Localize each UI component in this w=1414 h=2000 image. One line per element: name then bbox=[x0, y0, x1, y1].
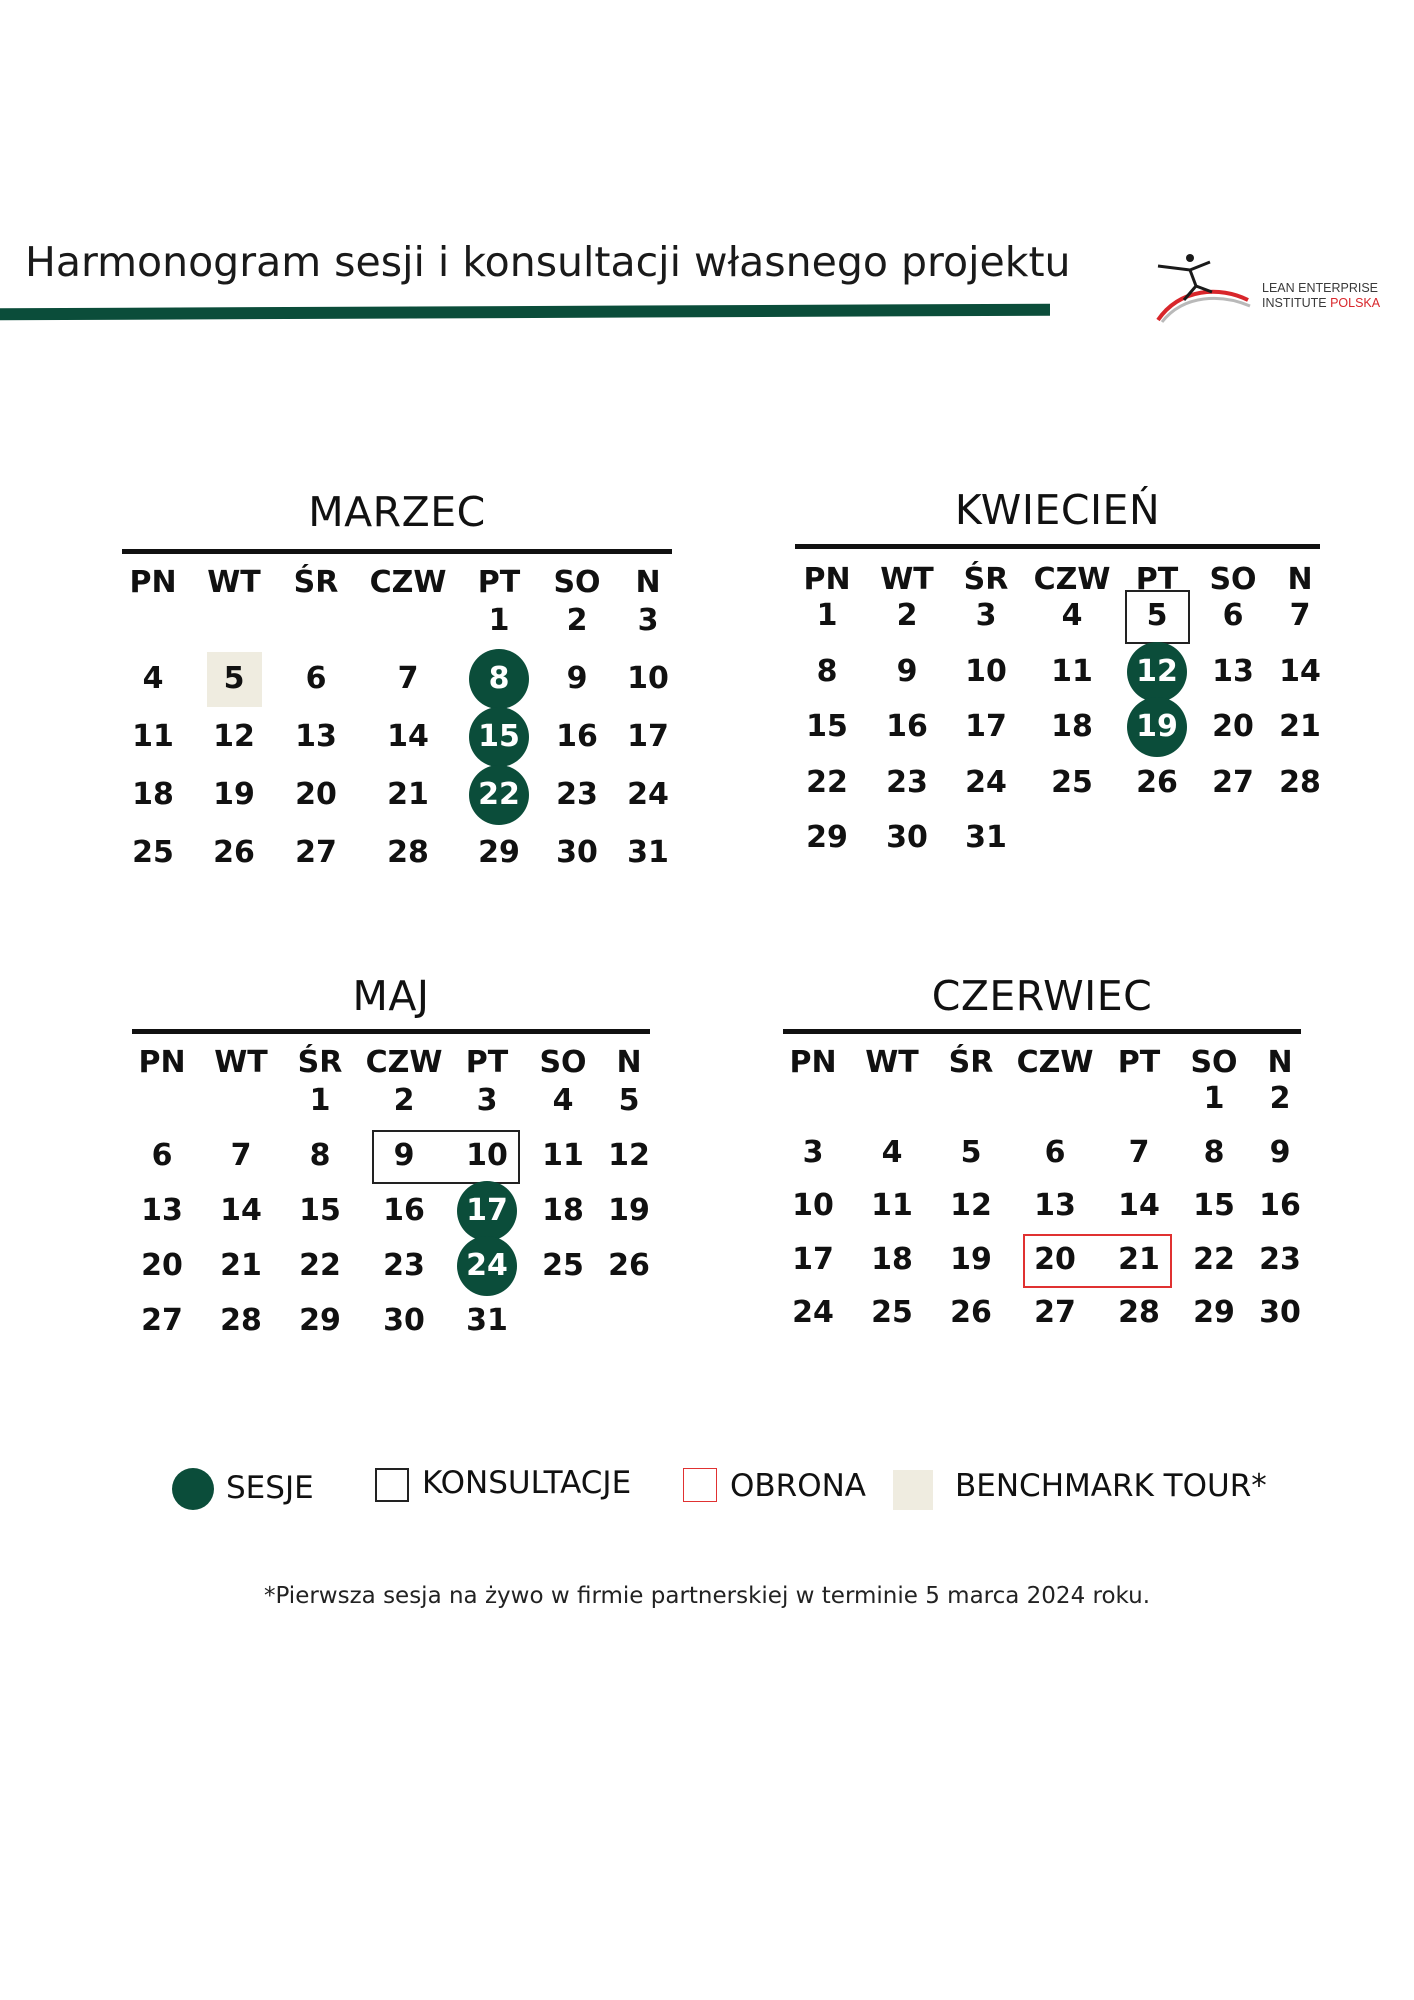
day-number: 26 bbox=[213, 835, 255, 870]
day-number: 22 bbox=[1193, 1241, 1235, 1277]
month-rule-czerwiec bbox=[783, 1029, 1301, 1034]
day-number: 9 bbox=[566, 661, 588, 696]
day-number: 17 bbox=[965, 709, 1007, 744]
day-number: 1 bbox=[1203, 1081, 1225, 1116]
legend-benchmark-label: BENCHMARK TOUR* bbox=[955, 1468, 1267, 1504]
day-number: 23 bbox=[886, 764, 928, 800]
day-number: 17 bbox=[792, 1241, 834, 1277]
day-number: 31 bbox=[627, 835, 669, 870]
day-number: 18 bbox=[871, 1241, 913, 1277]
day-number: 31 bbox=[466, 1303, 508, 1338]
day-number: 26 bbox=[1136, 764, 1178, 800]
weekday-label: PT bbox=[1135, 562, 1179, 597]
weekday-label: WT bbox=[880, 562, 934, 597]
day-number: 3 bbox=[476, 1083, 498, 1118]
day-number: 11 bbox=[1051, 653, 1093, 689]
weekday-label: SO bbox=[553, 565, 601, 600]
day-number: 21 bbox=[220, 1248, 262, 1283]
day-number: 29 bbox=[478, 835, 520, 870]
day-number: 16 bbox=[556, 719, 598, 754]
day-number: 11 bbox=[132, 719, 174, 754]
weekday-label: CZW bbox=[369, 565, 447, 600]
day-number: 13 bbox=[295, 719, 337, 754]
day-number: 30 bbox=[1259, 1295, 1301, 1330]
day-number: 20 bbox=[1212, 709, 1254, 744]
day-number: 10 bbox=[792, 1188, 834, 1223]
legend-defense-marker bbox=[683, 1468, 717, 1502]
day-number: 7 bbox=[230, 1138, 252, 1173]
day-number: 29 bbox=[806, 820, 848, 855]
day-number: 8 bbox=[488, 661, 510, 696]
weekday-label: PN bbox=[129, 565, 177, 600]
day-number: 4 bbox=[142, 661, 164, 696]
weekday-label: CZW bbox=[365, 1045, 443, 1080]
logo bbox=[1150, 248, 1390, 328]
legend bbox=[0, 1460, 1414, 1520]
day-number: 22 bbox=[299, 1248, 341, 1283]
day-number: 13 bbox=[1212, 653, 1254, 689]
day-number: 10 bbox=[466, 1138, 508, 1173]
day-number: 21 bbox=[1279, 709, 1321, 744]
day-number: 18 bbox=[1051, 709, 1093, 744]
day-number: 15 bbox=[1193, 1188, 1235, 1223]
day-number: 13 bbox=[141, 1193, 183, 1228]
title-underline bbox=[0, 304, 1050, 321]
weekday-label: PN bbox=[803, 562, 851, 597]
day-number: 25 bbox=[132, 835, 174, 870]
day-number: 20 bbox=[295, 777, 337, 812]
day-number: 14 bbox=[220, 1193, 262, 1228]
day-number: 2 bbox=[566, 603, 588, 638]
weekday-label: PT bbox=[1117, 1045, 1161, 1080]
day-number: 1 bbox=[816, 598, 838, 633]
legend-defense-label: OBRONA bbox=[730, 1468, 867, 1504]
day-number: 12 bbox=[608, 1138, 650, 1173]
day-number: 29 bbox=[1193, 1295, 1235, 1330]
day-number: 31 bbox=[965, 820, 1007, 855]
day-number: 11 bbox=[542, 1138, 584, 1173]
day-number: 29 bbox=[299, 1303, 341, 1338]
day-number: 1 bbox=[309, 1083, 331, 1118]
weekday-label: CZW bbox=[1033, 562, 1111, 597]
footnote: *Pierwsza sesja na żywo w firmie partnerskiej w terminie 5 marca 2024 roku. bbox=[263, 1583, 1151, 1609]
day-number: 15 bbox=[299, 1193, 341, 1228]
day-number: 23 bbox=[1259, 1241, 1301, 1277]
legend-benchmark-marker bbox=[893, 1470, 933, 1510]
month-rule-maj bbox=[132, 1029, 650, 1034]
day-number: 6 bbox=[1044, 1134, 1066, 1170]
legend-session-label: SESJE bbox=[226, 1470, 314, 1506]
day-number: 26 bbox=[950, 1295, 992, 1330]
day-number: 24 bbox=[627, 777, 669, 812]
day-number: 9 bbox=[1269, 1134, 1291, 1170]
day-number: 8 bbox=[309, 1138, 331, 1173]
day-number: 22 bbox=[478, 777, 520, 812]
day-number: 27 bbox=[141, 1303, 183, 1338]
month-rule-kwiecień bbox=[795, 544, 1320, 549]
day-number: 19 bbox=[950, 1241, 992, 1277]
day-number: 2 bbox=[896, 598, 918, 633]
day-number: 19 bbox=[213, 777, 255, 812]
day-number: 20 bbox=[1034, 1241, 1076, 1277]
day-number: 25 bbox=[871, 1295, 913, 1330]
day-number: 24 bbox=[466, 1248, 508, 1283]
day-number: 3 bbox=[802, 1134, 824, 1170]
day-number: 13 bbox=[1034, 1188, 1076, 1223]
day-number: 6 bbox=[151, 1138, 173, 1173]
day-number: 19 bbox=[608, 1193, 650, 1228]
day-number: 27 bbox=[1212, 764, 1254, 800]
legend-consultation-label: KONSULTACJE bbox=[422, 1465, 632, 1501]
day-number: 9 bbox=[896, 653, 918, 689]
page-title: Harmonogram sesji i konsultacji własnego projektu bbox=[25, 238, 1071, 286]
day-number: 7 bbox=[397, 661, 419, 696]
day-number: 27 bbox=[1034, 1295, 1076, 1330]
day-number: 6 bbox=[305, 661, 327, 696]
weekday-label: PT bbox=[477, 565, 521, 600]
weekday-label: PN bbox=[138, 1045, 186, 1080]
day-number: 15 bbox=[806, 709, 848, 744]
day-number: 10 bbox=[965, 653, 1007, 689]
day-number: 19 bbox=[1136, 709, 1178, 744]
logo-line1: LEAN ENTERPRISE bbox=[1262, 281, 1379, 295]
day-number: 10 bbox=[627, 661, 669, 696]
month-title-marzec: MARZEC bbox=[308, 488, 486, 536]
weekday-label: ŚR bbox=[293, 565, 339, 600]
day-number: 5 bbox=[618, 1083, 640, 1118]
day-number: 17 bbox=[627, 719, 669, 754]
day-number: 12 bbox=[213, 719, 255, 754]
weekday-label: ŚR bbox=[297, 1045, 343, 1080]
day-number: 8 bbox=[816, 653, 838, 689]
day-number: 28 bbox=[1279, 764, 1321, 800]
day-number: 4 bbox=[552, 1083, 574, 1118]
weekday-label: CZW bbox=[1016, 1045, 1094, 1080]
logo-line2-a: INSTITUTE bbox=[1262, 296, 1331, 310]
weekday-label: N bbox=[635, 565, 661, 600]
day-number: 21 bbox=[1118, 1241, 1160, 1277]
day-number: 22 bbox=[806, 764, 848, 800]
day-number: 16 bbox=[383, 1193, 425, 1228]
day-number: 15 bbox=[478, 719, 520, 754]
day-number: 26 bbox=[608, 1248, 650, 1283]
day-number: 25 bbox=[542, 1248, 584, 1283]
day-number: 23 bbox=[556, 777, 598, 812]
day-number: 28 bbox=[220, 1303, 262, 1338]
day-number: 11 bbox=[871, 1188, 913, 1223]
day-number: 4 bbox=[1061, 598, 1083, 633]
month-title-kwiecień: KWIECIEŃ bbox=[954, 486, 1161, 534]
day-number: 14 bbox=[1118, 1188, 1160, 1223]
day-number: 16 bbox=[886, 709, 928, 744]
weekday-label: PT bbox=[465, 1045, 509, 1080]
day-number: 17 bbox=[466, 1193, 508, 1228]
legend-consultation-marker bbox=[375, 1468, 409, 1502]
day-number: 30 bbox=[886, 820, 928, 855]
weekday-label: WT bbox=[865, 1045, 919, 1080]
day-number: 12 bbox=[1136, 653, 1178, 689]
day-number: 28 bbox=[387, 835, 429, 870]
logo-text bbox=[1262, 281, 1380, 311]
day-number: 23 bbox=[383, 1248, 425, 1283]
day-number: 14 bbox=[1279, 653, 1321, 689]
day-number: 24 bbox=[965, 764, 1007, 800]
day-number: 2 bbox=[1269, 1081, 1291, 1116]
day-number: 18 bbox=[542, 1193, 584, 1228]
day-number: 18 bbox=[132, 777, 174, 812]
weekday-label: WT bbox=[214, 1045, 268, 1080]
day-number: 9 bbox=[393, 1138, 415, 1173]
day-number: 3 bbox=[975, 598, 997, 633]
day-number: 7 bbox=[1128, 1134, 1150, 1170]
legend-session-marker bbox=[172, 1468, 214, 1510]
day-number: 8 bbox=[1203, 1134, 1225, 1170]
month-rule-marzec bbox=[122, 549, 672, 554]
weekday-label: ŚR bbox=[963, 562, 1009, 597]
day-number: 24 bbox=[792, 1295, 834, 1330]
day-number: 20 bbox=[141, 1248, 183, 1283]
day-number: 5 bbox=[960, 1134, 982, 1170]
weekday-label: SO bbox=[1190, 1045, 1238, 1080]
day-number: 30 bbox=[556, 835, 598, 870]
weekday-label: N bbox=[616, 1045, 642, 1080]
weekday-label: SO bbox=[1209, 562, 1257, 597]
day-number: 5 bbox=[223, 661, 245, 696]
weekday-label: PN bbox=[789, 1045, 837, 1080]
day-number: 16 bbox=[1259, 1188, 1301, 1223]
month-title-maj: MAJ bbox=[352, 972, 430, 1020]
logo-line2-b: POLSKA bbox=[1330, 296, 1381, 310]
weekday-label: N bbox=[1267, 1045, 1293, 1080]
day-number: 4 bbox=[881, 1134, 903, 1170]
day-number: 12 bbox=[950, 1188, 992, 1223]
logo-figure-icon bbox=[1150, 248, 1260, 328]
day-number: 6 bbox=[1222, 598, 1244, 633]
day-number: 28 bbox=[1118, 1295, 1160, 1330]
day-number: 25 bbox=[1051, 764, 1093, 800]
weekday-label: N bbox=[1287, 562, 1313, 597]
day-number: 27 bbox=[295, 835, 337, 870]
day-number: 14 bbox=[387, 719, 429, 754]
day-number: 5 bbox=[1146, 598, 1168, 633]
day-number: 7 bbox=[1289, 598, 1311, 633]
weekday-label: WT bbox=[207, 565, 261, 600]
day-number: 1 bbox=[488, 603, 510, 638]
weekday-label: SO bbox=[539, 1045, 587, 1080]
day-number: 2 bbox=[393, 1083, 415, 1118]
day-number: 21 bbox=[387, 777, 429, 812]
month-title-czerwiec: CZERWIEC bbox=[931, 972, 1153, 1020]
day-number: 3 bbox=[637, 603, 659, 638]
weekday-label: ŚR bbox=[948, 1045, 994, 1080]
day-number: 30 bbox=[383, 1303, 425, 1338]
